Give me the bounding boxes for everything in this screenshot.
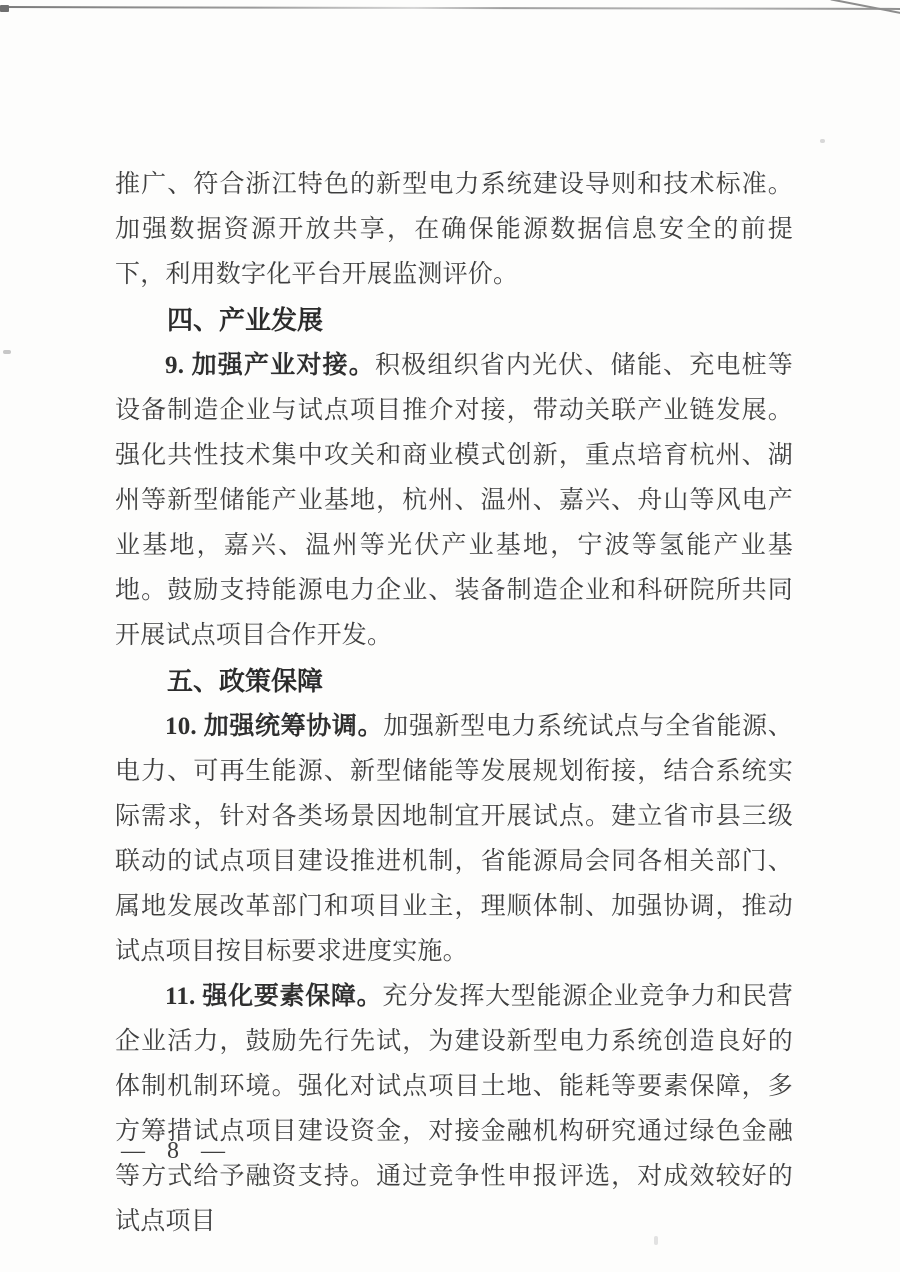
paragraph-10-lead: 10. 加强统筹协调。 <box>165 713 384 740</box>
paragraph-continuation: 推广、符合浙江特色的新型电力系统建设导则和技术标准。加强数据资源开放共享，在确保能源数据信息安全的前提下，利用数字化平台开展监测评价。 <box>115 171 793 288</box>
paragraph-11 <box>115 974 793 1244</box>
scan-corner-mark <box>0 5 9 12</box>
paragraph-10 <box>115 704 793 974</box>
paragraph-9 <box>115 343 793 658</box>
page-number: — 8 — <box>121 1138 228 1164</box>
section-heading-industry-development: 四、产业发展 <box>167 305 324 335</box>
paragraph-10-text: 加强新型电力系统试点与全省能源、电力、可再生能源、新型储能等发展规划衔接，结合系统实际需求，针对各类场景因地制宜开展试点。建立省市县三级联动的试点项目建设推进机制，省能源局会同各相关部门、属地发展改革部门和项目业主，理顺体制、加强协调，推动试点项目按目标要求进度实施。 <box>115 713 794 965</box>
scan-speck <box>820 139 825 143</box>
document-body <box>115 162 793 1244</box>
paragraph-11-text: 充分发挥大型能源企业竞争力和民营企业活力，鼓励先行先试，为建设新型电力系统创造良好的体制机制环境。强化对试点项目土地、能耗等要素保障，多方筹措试点项目建设资金，对接金融机构研究通过绿色金融等方式给予融资支持。通过竞争性申报评选，对成效较好的试点项目 <box>115 983 793 1235</box>
section-heading-policy-support: 五、政策保障 <box>167 666 324 696</box>
scan-speck <box>3 350 11 354</box>
scan-edge-line <box>0 6 900 10</box>
paragraph-9-text: 积极组织省内光伏、储能、充电桩等设备制造企业与试点项目推介对接，带动关联产业链发展。强化共性技术集中攻关和商业模式创新，重点培育杭州、湖州等新型储能产业基地，杭州、温州、嘉兴、舟山等风电产业基地，嘉兴、温州等光伏产业基地，宁波等氢能产业基地。鼓励支持能源电力企业、装备制造企业和科研院所共同开展试点项目合作开发。 <box>115 352 793 649</box>
paragraph-9-lead: 9. 加强产业对接。 <box>165 352 375 379</box>
paragraph-11-lead: 11. 强化要素保障。 <box>165 983 383 1010</box>
